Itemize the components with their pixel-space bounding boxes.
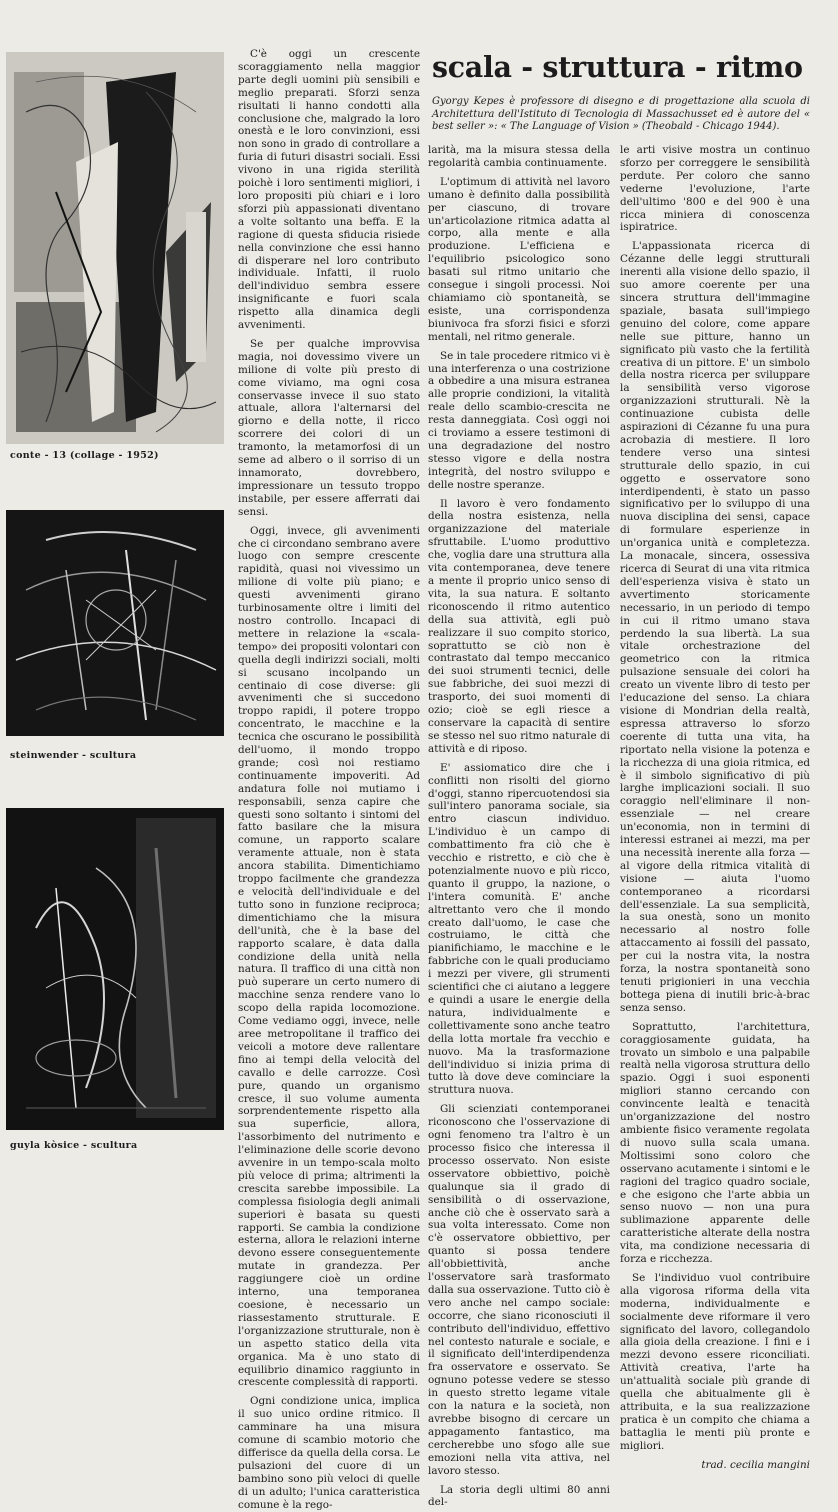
caption-kosice: guyla kòsice - scultura bbox=[10, 1140, 138, 1151]
paragraph: le arti visive mostra un continuo sforzo per correggere le sensibilità perdute. Per coloro che sanno vederne l'evoluzione, l'arte dell'ultimo '800 e del 900 è una ricca miniera di conoscenza ispiratrice. bbox=[620, 144, 810, 234]
paragraph: Ogni condizione unica, implica il suo unico ordine ritmico. Il camminare ha una misura comune di scambio motorio che differisce da quella della corsa. Le pulsazioni del cuore di un bambino sono più veloci di quelle di un adulto; l'unica caratteristica comune è la rego- bbox=[238, 1395, 420, 1511]
paragraph: Oggi, invece, gli avvenimenti che ci circondano sembrano avere luogo con sempre crescente rapidità, quasi noi vivessimo un milione di volte più piano; e questi avvenimenti girano turbinosamente oltre i limiti del nostro controllo. Incapaci di mettere in relazione la «scala-tempo» dei propositi volontari con quella degli indirizzi sociali, molti si scusano incolpando un centinaio di cose diverse: gli avvenimenti che si succedono troppo rapidi, il potere troppo concentrato, le macchine e la tecnica che oscurano le possibilità dell'uomo, il mondo troppo grande; così noi restiamo continuamente impoveriti. Ad andatura folle noi mutiamo i responsabili, senza capire che questi sono soltanto i sintomi del fatto basilare che la misura comune, un rapporto scalare veramente attuale, non è stata ancora stabilita. Dimentichiamo troppo facilmente che grandezza e velocità dell'individuale e del tutto sono in funzione reciproca; dimentichiamo che la misura dell'unità, che è la base del rapporto scalare, è data dalla condizione della unità nella natura. Il traffico di una città non può superare un certo numero di macchine senza rendere vano lo scopo della rapida locomozione. Come vediamo oggi, invece, nelle aree metropolitane il traffico dei veicoli a motore deve rallentare fino ai tempi della velocità del cavallo e delle carrozze. Così pure, quando un organismo cresce, il suo volume aumenta sorprendentemente rispetto alla sua superficie, allora, l'assorbimento del nutrimento e l'eliminazione delle scorie devono avvenire in un tempo-scala molto più veloce di prima; altrimenti la crescita sarebbe impossibile. La complessa fisiologia degli animali superiori è basata su questi rapporti. Se cambia la condizione esterna, allora le relazioni interne devono essere conseguentemente mutate in grandezza. Per raggiungere cioè un ordine interno, una temporanea coesione, è necessario un riassestamento strutturale. E l'organizzazione strutturale, non è un aspetto statico della vita organica. Ma è uno stato di equilibrio dinamico raggiunto in crescente complessità di rapporti. bbox=[238, 524, 420, 1389]
paragraph: Il lavoro è vero fondamento della nostra esistenza, nella organizzazione del materiale sfruttabile. L'uomo produttivo che, voglia dare una struttura alla vita contemporanea, deve tenere a mente il proprio unico senso di vita, la sua natura. E soltanto riconoscendo il ritmo autentico della sua attività, egli può realizzare il suo compito storico, soprattutto se ciò non è contrastato dal tempo meccanico dei suoi strumenti tecnici, delle sue fabbriche, dei suoi mezzi di trasporto, dei suoi momenti di ozio; cioè se egli riesce a conservare la capacità di sentire se stesso nel suo ritmo naturale di attività e di riposo. bbox=[428, 497, 610, 755]
article-intro: Gyorgy Kepes è professore di disegno e di progettazione alla scuola di Architettura dell'Istituto di Tecnologia di Massachusset ed è autore del « best seller »: « The Language of Vision » (Theobald - Chicago 1944). bbox=[432, 96, 810, 133]
caption-steinwender: steinwender - scultura bbox=[10, 750, 137, 761]
paragraph: La storia degli ultimi 80 anni del- bbox=[428, 1483, 610, 1509]
article-title: scala - struttura - ritmo bbox=[432, 50, 803, 84]
paragraph: L'appassionata ricerca di Cézanne delle leggi strutturali inerenti alla visione dello spazio, il suo amore coerente per una sincera struttura dell'immagine spaziale, basata sull'impiego genuino del colore, come appare nelle sue pitture, hanno un significato più vasto che la fertilità creativa di un pittore. E' un simbolo della nostra ricerca per sviluppare la sensibilità verso vigorose organizzazioni strutturali. Nè la continuazione cubista delle aspirazioni di Cézanne fu una pura acrobazia di mestiere. Il loro tendere verso una sintesi strutturale dello spazio, in cui oggetto e osservatore sono interdipendenti, è stato un passo significativo per lo sviluppo di una nuova disciplina dei sensi, capace di formulare esperienze in un'organica unità e completezza. La monacale, sincera, ossessiva ricerca di Seurat di una vita ritmica dell'esperienza visiva è stato un avvertimento storicamente necessario, in un periodo di tempo in cui il ritmo umano stava perdendo la sua libertà. La sua vitale orchestrazione del geometrico con la ritmica pulsazione sensuale dei colori ha creato un vivente libro di testo per l'educazione del senso. La chiara visione di Mondrian della realtà, espressa attraverso lo sforzo coerente di tutta una vita, ha riportato nella visione la potenza e la ricchezza di una gioia ritmica, ed è il simbolo significativo di più larghe implicazioni sociali. Il suo coraggio nell'eliminare il non-essenziale — nel creare un'economia, non in termini di interessi estranei ai mezzi, ma per una necessità inerente alla forza — al vigore della ritmica vitalità di visione — aiuta l'uomo contemporaneo a ricordarsi dell'essenziale. La sua semplicità, la sua onestà, sono un monito necessario al nostro folle attaccamento ai fossili del passato, per cui la nostra vita, la nostra forza, la nostra spontaneità sono tenuti prigionieri in una vecchia bottega piena di inutili bric-à-brac senza senso. bbox=[620, 240, 810, 1014]
paragraph: Gli scienziati contemporanei riconoscono che l'osservazione di ogni fenomeno tra l'altro è un processo fisico che interessa il processo osservato. Non esiste osservatore obbiettivo, poichè qualunque sia il grado di sensibilità o di osservazione, anche ciò che è osservato sarà a sua volta interessato. Come non c'è osservatore obbiettivo, per quanto si possa tendere all'obbiettività, anche l'osservatore sarà trasformato dalla sua osservazione. Tutto ciò è vero anche nel campo sociale: occorre, che siano riconosciuti il contributo dell'individuo, effettivo nel contesto naturale e sociale, e il significato dell'interdipendenza fra osservatore e osservato. Se ognuno potesse vedere se stesso in questo stretto legame vitale con la natura e la società, non avrebbe bisogno di cercare un appagamento fantastico, ma cercherebbe uno sfogo alle sue emozioni nella vita attiva, nel lavoro stesso. bbox=[428, 1103, 610, 1477]
translator-credit: trad. cecilia mangini bbox=[701, 1458, 810, 1471]
paragraph: E' assiomatico dire che i conflitti non risolti del giorno d'oggi, stanno ripercuotendosi sia sull'intero panorama sociale, sia entro ciascun individuo. L'individuo è un campo di combattimento fra ciò che è vecchio e ristretto, e ciò che è potenzialmente nuovo e più ricco, quanto il gruppo, la nazione, o l'intera comunità. E' anche altrettanto vero che il mondo creato dall'uomo, le case che costruiamo, le città che pianifichiamo, le macchine e le fabbriche con le quali produciamo i mezzi per vivere, gli strumenti scientifici che ci aiutano a leggere e quindi a usare le energie della natura, individualmente e collettivamente sono anche teatro della lotta mortale fra vecchio e nuovo. Ma la trasformazione dell'individuo si inizia prima di tutto là dove deve cominciare la struttura nuova. bbox=[428, 761, 610, 1097]
paragraph: Soprattutto, l'architettura, coraggiosamente guidata, ha trovato un simbolo e una palpabile realtà nella vigorosa struttura dello spazio. Oggi i suoi esponenti migliori stanno cercando con convincente lealtà e tenacità un'organizzazione del nostro ambiente fisico veramente regolata di nuovo sulla scala umana. Moltissimi sono coloro che osservano acutamente i sintomi e le ragioni del tragico quadro sociale, e che esigono che l'arte abbia un senso nuovo — non una pura sublimazione apparente delle caratteristiche alterate della nostra vita, ma condizione necessaria di forza e ricchezza. bbox=[620, 1020, 810, 1266]
paragraph: Se in tale procedere ritmico vi è una interferenza o una costrizione a obbedire a una misura estranea alle proprie condizioni, la vitalità reale dello scambio-crescita ne resta danneggiata. Così oggi noi ci troviamo a essere testimoni di una degradazione del nostro stesso vigore e della nostra integrità, del nostro sviluppo e delle nostre speranze. bbox=[428, 349, 610, 491]
paragraph: larità, ma la misura stessa della regolarità cambia continuamente. bbox=[428, 144, 610, 169]
paragraph: L'optimum di attività nel lavoro umano è definito dalla possibilità per ciascuno, di trovare un'articolazione ritmica adatta al corpo, alla mente e alla produzione. L'efficiena e l'equilibrio psicologico sono basati sul ritmo unitario che consegue i singoli processi. Noi chiamiamo ciò spontaneità, se esiste, una corrispondenza biunivoca fra sforzi fisici e sforzi mentali, nel ritmo generale. bbox=[428, 175, 610, 343]
paragraph: Se per qualche improvvisa magia, noi dovessimo vivere un milione di volte più presto di come viviamo, ma ogni cosa conservasse invece il suo stato attuale, allora l'alternarsi del giorno e della notte, il ricco scorrere dei colori di un tramonto, la metamorfosi di un seme ad albero o il sorriso di un innamorato, dovrebbero, impressionare un tessuto troppo instabile, per essere afferrati dai sensi. bbox=[238, 337, 420, 518]
text-column-3 bbox=[620, 144, 810, 1471]
text-column-2 bbox=[428, 144, 610, 1509]
caption-collage: conte - 13 (collage - 1952) bbox=[10, 450, 159, 461]
collage-image bbox=[6, 52, 224, 444]
paragraph: C'è oggi un crescente scoraggiamento nella maggior parte degli uomini più sensibili e meglio preparati. Sforzi senza risultati li hanno condotti alla conclusione che, malgrado la loro onestà e le loro convinzioni, essi non sono in grado di controllare a furia di futuri disastri sociali. Essi vivono in una rigida sterilità poichè i loro sentimenti migliori, i loro propositi più chiari e i loro sforzi più appassionati diventano a volte soltanto una beffa. E la ragione di questa sfiducia risiede nella convinzione che essi hanno di disperare nel loro contributo individuale. Infatti, il ruolo dell'individuo sembra essere insignificante e fuori scala rispetto alla dinamica degli avvenimenti. bbox=[238, 48, 420, 332]
text-column-1 bbox=[238, 48, 420, 1511]
steinwender-sculpture-image bbox=[6, 510, 224, 736]
kosice-sculpture-image bbox=[6, 808, 224, 1130]
paragraph: Se l'individuo vuol contribuire alla vigorosa riforma della vita moderna, individualmente e socialmente deve riformare il vero significato del lavoro, collegandolo alla gioia della creazione. I fini e i mezzi devono essere riconciliati. Attività creativa, l'arte ha un'attualità sociale più grande di quella che abitualmente gli è attribuita, e la sua realizzazione pratica è un compito che chiama a battaglia le menti più pronte e migliori. bbox=[620, 1271, 810, 1452]
